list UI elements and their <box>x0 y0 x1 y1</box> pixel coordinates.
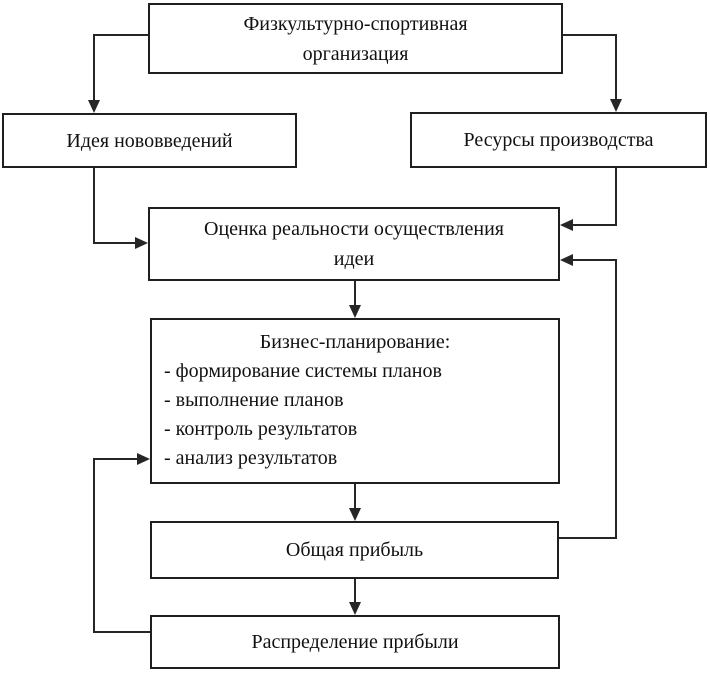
planning-list-item: - формирование системы планов <box>164 360 442 382</box>
connector-organization-to-resources <box>560 34 617 36</box>
arrowhead-into-planning <box>349 305 361 318</box>
connector-idea-to-evaluation <box>93 166 95 244</box>
connector-resources-to-evaluation <box>615 167 617 226</box>
node-label: идеи <box>333 248 375 270</box>
connector-profit-to-evaluation <box>615 259 617 539</box>
node-label: Идея нововведений <box>66 129 233 152</box>
arrowhead-into-idea <box>88 100 100 113</box>
node-label: Общая прибыль <box>285 539 424 561</box>
planning-list-item: - анализ результатов <box>164 447 338 469</box>
node-business-planning <box>150 318 560 484</box>
node-profit-distribution <box>150 615 560 669</box>
connector-distribution-to-planning <box>93 631 152 633</box>
arrowhead-into-evaluation-right-top <box>560 219 573 231</box>
connector-organization-to-idea <box>93 34 150 36</box>
connector-profit-to-distribution <box>354 577 356 603</box>
connector-idea-to-evaluation <box>93 242 137 244</box>
connector-distribution-to-planning <box>93 458 137 460</box>
node-label: Оценка реальности осуществления <box>204 218 504 240</box>
node-label: Ресурсы производства <box>463 129 654 151</box>
connector-profit-to-evaluation <box>572 259 617 261</box>
node-title: Бизнес-планирование: <box>259 331 451 353</box>
connector-resources-to-evaluation <box>572 224 617 226</box>
planning-list-item: - выполнение планов <box>164 389 344 411</box>
connector-profit-to-evaluation <box>557 537 617 539</box>
node-sport-organization <box>148 3 563 74</box>
node-innovation-idea <box>2 113 297 168</box>
connector-distribution-to-planning <box>93 458 95 633</box>
connector-organization-to-resources <box>615 34 617 100</box>
node-label: организация <box>302 42 409 65</box>
arrowhead-into-resources <box>610 99 622 112</box>
arrowhead-into-evaluation-right-bottom <box>560 254 573 266</box>
node-label: Физкультурно-спортивная <box>243 12 468 35</box>
planning-list-item: - контроль результатов <box>164 418 358 440</box>
node-production-resources <box>410 112 707 168</box>
arrowhead-into-distribution <box>349 602 361 615</box>
arrowhead-into-evaluation-left <box>135 237 148 249</box>
connector-organization-to-idea <box>93 34 95 102</box>
arrowhead-into-profit <box>349 508 361 521</box>
connector-evaluation-to-planning <box>354 280 356 306</box>
arrowhead-into-planning-left <box>137 453 150 465</box>
connector-planning-to-profit <box>354 482 356 509</box>
node-total-profit <box>150 521 559 579</box>
node-idea-feasibility-evaluation <box>148 207 560 281</box>
node-label: Распределение прибыли <box>251 631 459 653</box>
